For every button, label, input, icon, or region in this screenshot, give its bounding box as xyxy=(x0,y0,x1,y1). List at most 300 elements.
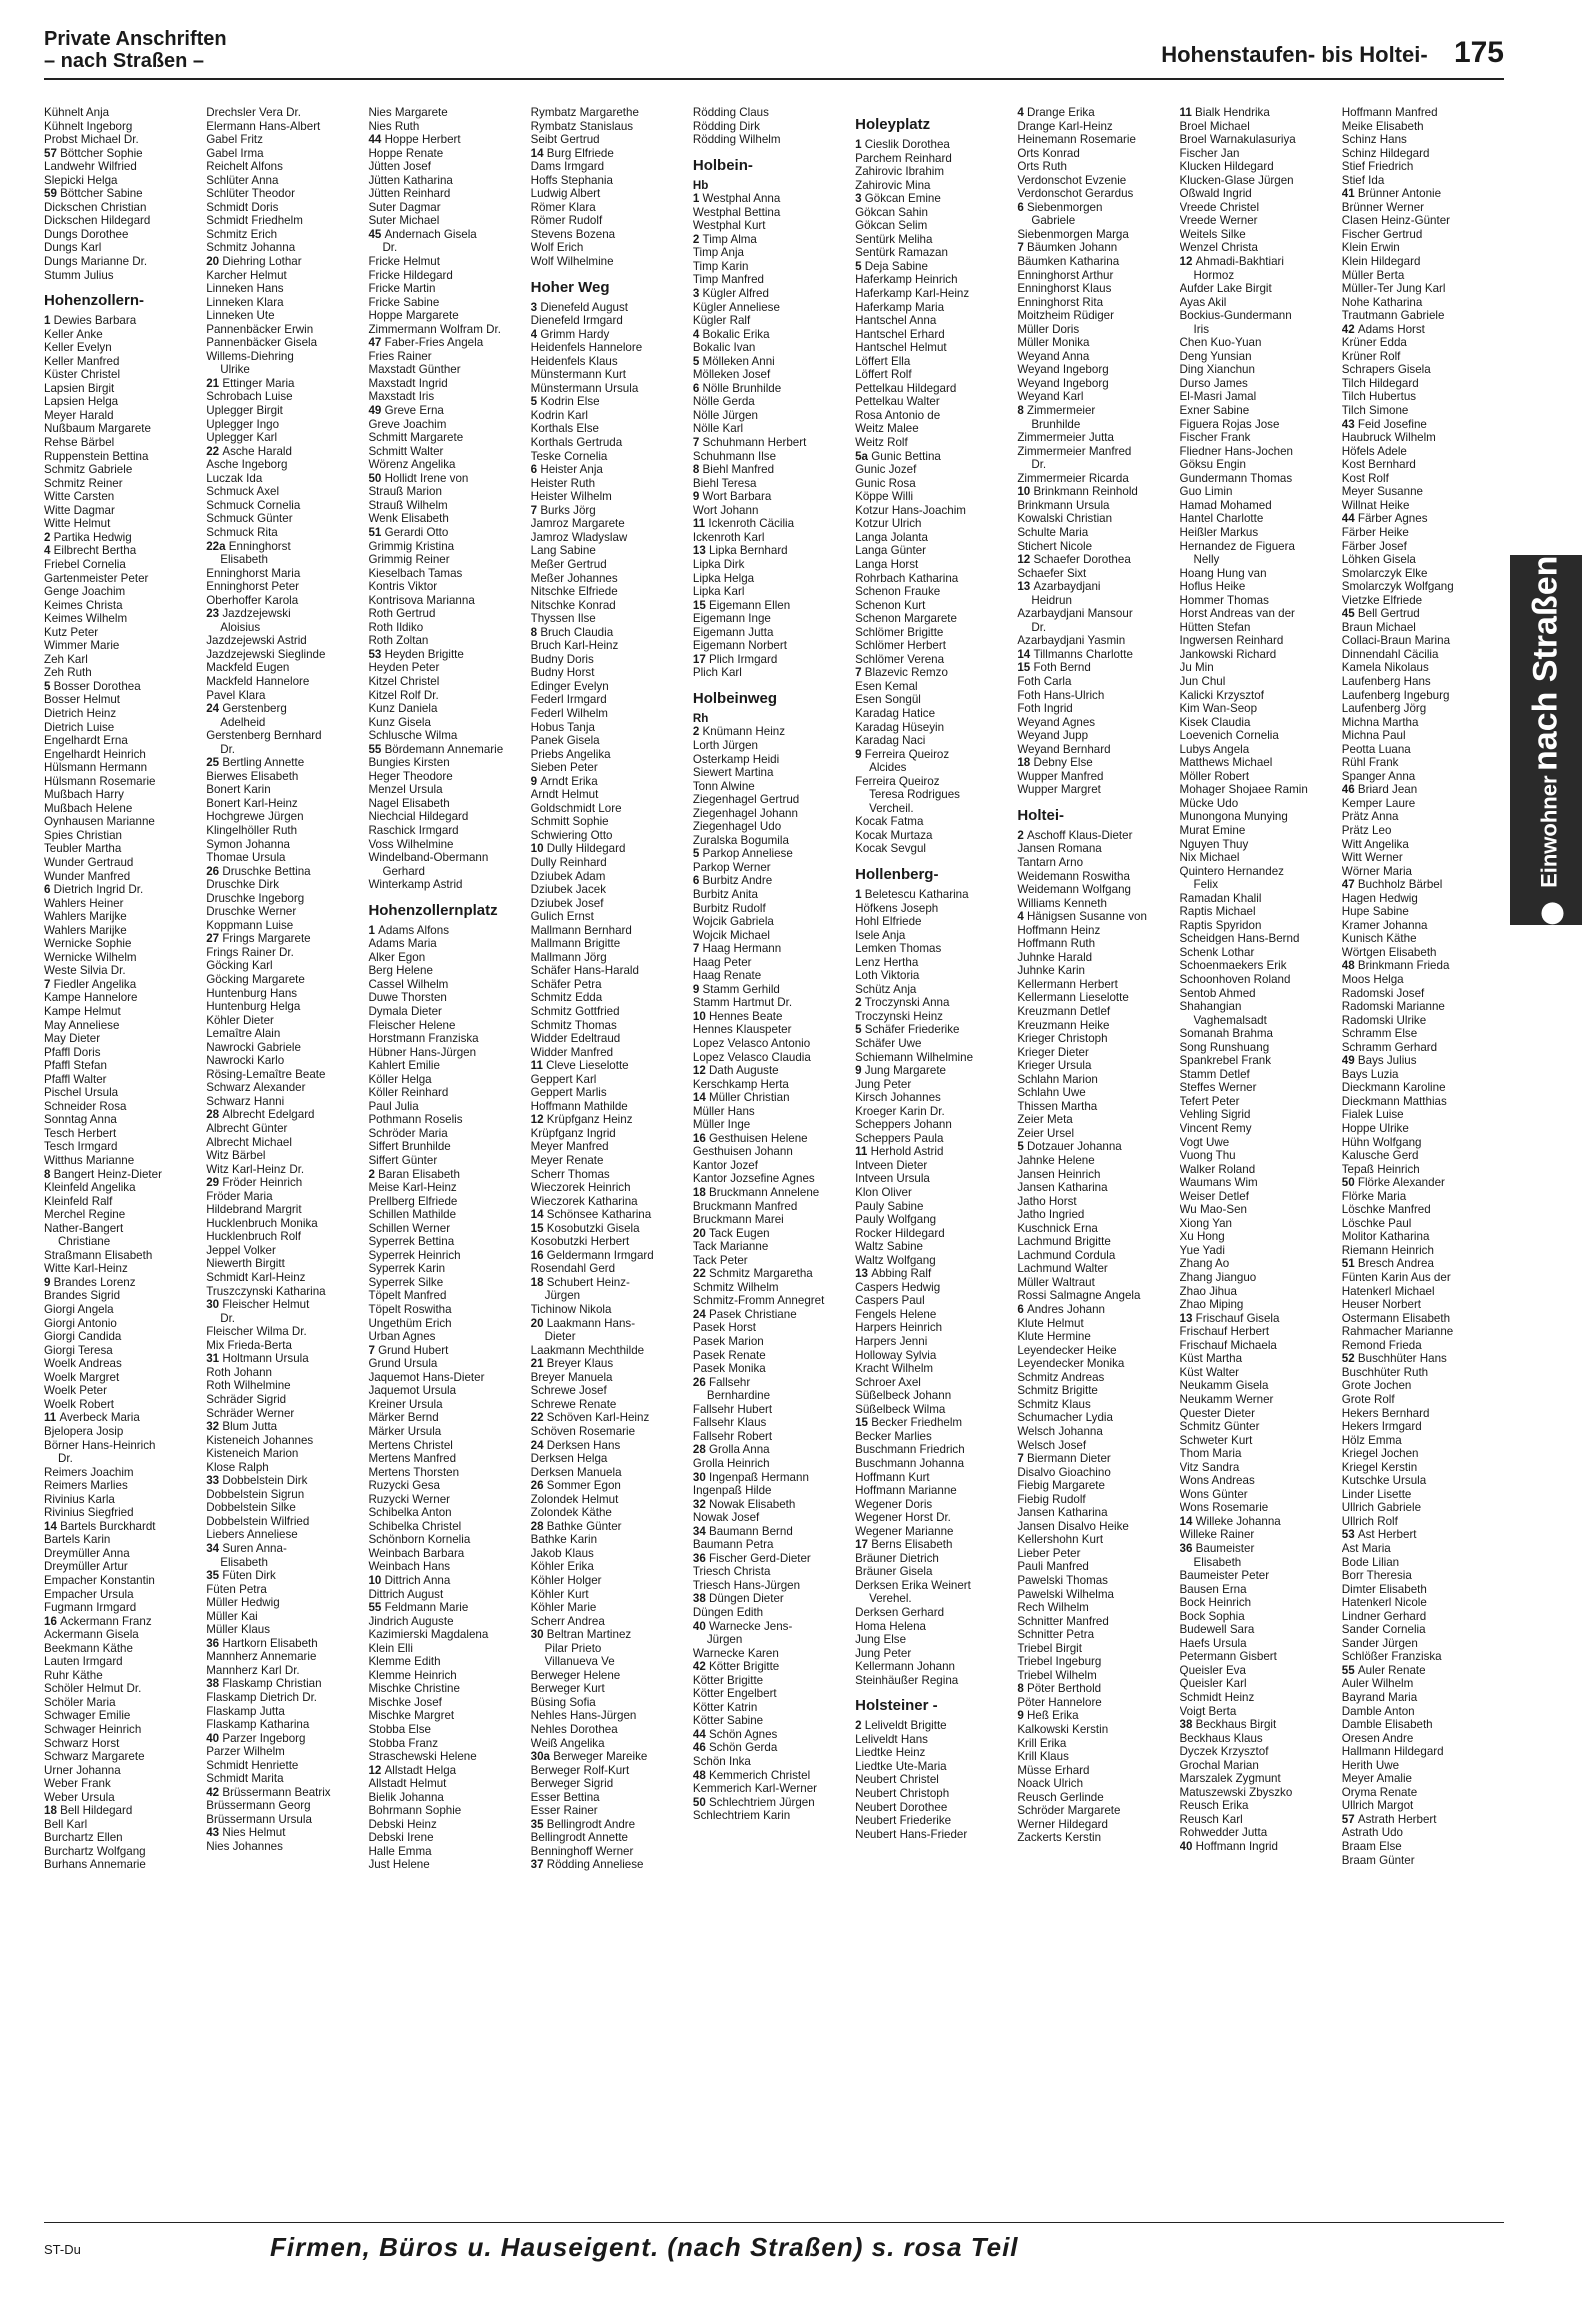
house-number: 30 xyxy=(692,1470,709,1484)
resident-entry: Schmuck Rita xyxy=(206,525,278,539)
resident-entry: Schlößer Franziska xyxy=(1341,1650,1442,1664)
resident-entry: 28 Albrecht Edelgard xyxy=(206,1108,315,1122)
resident-entry: Jaquemot Ursula xyxy=(368,1384,457,1398)
resident-entry: Hupe Sabine xyxy=(1341,905,1409,919)
resident-entry: Durso James xyxy=(1179,376,1248,390)
resident-entry: Urner Johanna xyxy=(44,1763,121,1777)
resident-entry: Dickschen Christian xyxy=(44,200,147,214)
house-number: 14 xyxy=(530,1208,547,1222)
resident-entry: Weber Frank xyxy=(44,1777,111,1791)
resident-entry: Schäfer Petra xyxy=(530,977,602,991)
resident-entry: Dickschen Hildegard xyxy=(44,214,151,228)
resident-entry: Loth Viktoria xyxy=(855,969,920,983)
resident-entry: Fricke Helmut xyxy=(368,255,440,269)
resident-entry: Aloisius xyxy=(220,620,261,634)
resident-entry: 22 Schmitz Margaretha xyxy=(692,1267,813,1281)
resident-entry: Maxstadt Günther xyxy=(368,363,461,377)
resident-entry: Bräuner Dietrich xyxy=(855,1551,939,1565)
resident-entry: Schütz Anja xyxy=(855,982,917,996)
resident-entry: Gulich Ernst xyxy=(530,910,594,924)
resident-entry: 13 Azarbaydjani xyxy=(1017,580,1101,594)
house-number: 50 xyxy=(1341,1176,1358,1190)
resident-entry: Jütten Reinhard xyxy=(368,187,451,201)
resident-entry: Hoppe Margarete xyxy=(368,309,459,323)
resident-entry: Rödding Wilhelm xyxy=(692,133,781,147)
resident-entry: 12 Schaefer Dorothea xyxy=(1017,553,1131,567)
resident-entry: Fliedner Hans-Jochen xyxy=(1179,444,1293,458)
resident-entry: Parchem Reinhard xyxy=(855,151,952,165)
resident-entry: Zuralska Bogumila xyxy=(692,833,789,847)
resident-entry: Harpers Jenni xyxy=(855,1335,928,1349)
house-number: 4 xyxy=(1017,106,1027,119)
house-number: 6 xyxy=(44,883,54,897)
resident-entry: Klein Elli xyxy=(368,1641,413,1655)
resident-entry: Hucklenbruch Monika xyxy=(206,1216,318,1230)
resident-entry: Waltz Wolfgang xyxy=(855,1253,936,1267)
resident-entry: Schnitter Manfred xyxy=(1017,1614,1109,1628)
resident-entry: 28 Grolla Anna xyxy=(692,1443,770,1457)
resident-entry: Petermann Gisbert xyxy=(1179,1650,1277,1664)
resident-entry: Homa Helena xyxy=(855,1619,926,1633)
resident-entry: Jung Peter xyxy=(855,1646,912,1660)
resident-entry: Walker Roland xyxy=(1179,1162,1256,1176)
resident-entry: Nies Johannes xyxy=(206,1840,283,1853)
resident-entry: Dreymüller Artur xyxy=(44,1560,128,1574)
house-number: 12 xyxy=(530,1113,547,1127)
resident-entry: Köppe Willi xyxy=(855,490,914,504)
resident-entry: Frings Rainer Dr. xyxy=(206,945,294,959)
section-title-line1: Private Anschriften xyxy=(44,28,227,50)
house-number: 30 xyxy=(530,1628,547,1642)
resident-entry: Buschmann Friedrich xyxy=(855,1443,965,1457)
resident-entry: Esen Songül xyxy=(855,693,921,707)
resident-entry: Zimmermeier Jutta xyxy=(1017,431,1114,445)
resident-entry: 50 Hollidt Irene von xyxy=(368,471,469,485)
resident-entry: 16 Ackermann Franz xyxy=(44,1614,152,1628)
resident-entry: Geppert Marlis xyxy=(530,1086,607,1100)
house-number: 32 xyxy=(206,1420,223,1434)
resident-entry: Jansen Katharina xyxy=(1017,1181,1108,1195)
resident-entry: Schnitter Petra xyxy=(1017,1628,1095,1642)
resident-entry: Albrecht Michael xyxy=(206,1135,292,1149)
resident-entry: Wu Mao-Sen xyxy=(1179,1203,1247,1217)
resident-entry: Schwarz Horst xyxy=(44,1736,120,1750)
house-number: 44 xyxy=(692,1727,709,1741)
house-number: 12 xyxy=(1179,255,1196,269)
resident-entry: 8 Zimmermeier xyxy=(1017,404,1096,418)
resident-entry: Kellermann Herbert xyxy=(1017,977,1118,991)
resident-entry: Baumann Petra xyxy=(692,1538,774,1552)
house-number: 32 xyxy=(692,1497,709,1511)
resident-entry: Sentürk Ramazan xyxy=(855,246,948,260)
resident-entry: Jütten Josef xyxy=(368,160,431,174)
resident-entry: 38 Düngen Dieter xyxy=(692,1592,784,1606)
resident-entry: Haferkamp Heinrich xyxy=(855,273,958,287)
resident-entry: Queisler Eva xyxy=(1179,1663,1246,1677)
resident-entry: Smolarczyk Elke xyxy=(1341,566,1428,580)
resident-entry: Karadag Hatice xyxy=(855,706,936,720)
house-number: 26 xyxy=(692,1375,709,1389)
resident-entry: Schwager Emilie xyxy=(44,1709,131,1723)
resident-entry: Scherr Andrea xyxy=(530,1614,605,1628)
resident-entry: Caspers Hedwig xyxy=(855,1280,941,1294)
resident-entry: Bruckmann Manfred xyxy=(692,1199,798,1213)
resident-entry: Stobba Else xyxy=(368,1722,431,1736)
house-number: 1 xyxy=(44,314,54,328)
resident-entry: Edinger Evelyn xyxy=(530,679,609,693)
house-number: 25 xyxy=(206,756,223,770)
resident-entry: Rahmacher Marianne xyxy=(1341,1325,1454,1339)
resident-entry: Haefs Ursula xyxy=(1179,1636,1247,1650)
resident-entry: 10 Brinkmann Reinhold xyxy=(1017,485,1138,499)
resident-entry: Frischauf Herbert xyxy=(1179,1325,1270,1339)
resident-entry: 42 Kötter Brigitte xyxy=(692,1660,780,1674)
resident-entry: Kramer Johanna xyxy=(1341,918,1428,932)
resident-entry: 15 Becker Friedhelm xyxy=(855,1416,963,1430)
resident-entry: Kötter Engelbert xyxy=(692,1687,777,1701)
resident-entry: Bellingrodt Annette xyxy=(530,1831,628,1845)
resident-entry: Gesthuisen Johann xyxy=(692,1145,793,1159)
resident-entry: Nowak Josef xyxy=(692,1511,760,1525)
footer-note: Firmen, Büros u. Hauseigent. (nach Straßen) s. rosa Teil xyxy=(270,2232,1019,2262)
resident-entry: Dienefeld Irmgard xyxy=(530,314,623,328)
resident-entry: Ayas Akil xyxy=(1179,295,1227,309)
resident-entry: Klingelhöller Ruth xyxy=(206,823,298,837)
resident-entry: Römer Rudolf xyxy=(530,214,603,228)
resident-entry: Lipka Helga xyxy=(692,571,755,585)
resident-entry: 9 Heß Erika xyxy=(1017,1709,1079,1723)
resident-entry: Dreymüller Anna xyxy=(44,1546,130,1560)
resident-entry: Zolondek Käthe xyxy=(530,1506,612,1520)
resident-entry: Syperrek Silke xyxy=(368,1275,444,1289)
resident-entry: Hülsmann Hermann xyxy=(44,761,148,775)
resident-entry: Müsse Erhard xyxy=(1017,1763,1090,1777)
resident-entry: Schwager Heinrich xyxy=(44,1722,142,1736)
resident-entry: Tantarn Arno xyxy=(1017,855,1084,869)
resident-entry: Kalusche Gerd xyxy=(1341,1149,1419,1163)
resident-entry: Dietrich Luise xyxy=(44,720,115,734)
resident-entry: Korthals Gertruda xyxy=(530,436,623,450)
house-number: 16 xyxy=(44,1614,61,1628)
house-number: 2 xyxy=(855,996,865,1010)
resident-entry: Hantschel Helmut xyxy=(855,341,947,355)
resident-entry: Müller Monika xyxy=(1017,336,1090,350)
resident-entry: Stichert Nicole xyxy=(1017,539,1093,553)
house-number: 37 xyxy=(530,1858,547,1872)
resident-entry: 6 Nölle Brunhilde xyxy=(692,381,782,395)
resident-entry: Foth Ingrid xyxy=(1017,702,1073,716)
house-number: 11 xyxy=(530,1059,547,1073)
resident-entry: Berweger Rolf-Kurt xyxy=(530,1763,630,1777)
resident-entry: Pasek Marion xyxy=(692,1335,764,1349)
resident-entry: Müller Berta xyxy=(1341,268,1405,282)
resident-entry: Halle Emma xyxy=(368,1844,432,1858)
resident-entry: 44 Färber Agnes xyxy=(1341,512,1428,526)
resident-entry: Mertens Christel xyxy=(368,1438,453,1452)
resident-entry: Williams Kenneth xyxy=(1017,896,1107,910)
resident-entry: 5 Parkop Anneliese xyxy=(692,847,793,861)
resident-entry: Oberhoffer Karola xyxy=(206,593,299,607)
resident-entry: Fleischer Wilma Dr. xyxy=(206,1325,307,1339)
resident-entry: Esen Kemal xyxy=(855,679,918,693)
house-number: 3 xyxy=(855,192,865,206)
house-number: 27 xyxy=(206,932,223,946)
resident-entry: Triesch Christa xyxy=(692,1565,771,1579)
resident-entry: 11 Herhold Astrid xyxy=(855,1145,944,1159)
resident-entry: Warnecke Karen xyxy=(692,1646,779,1660)
resident-entry: Friebel Cornelia xyxy=(44,557,126,571)
resident-entry: Köhler Kurt xyxy=(530,1587,589,1601)
resident-entry: Zeh Ruth xyxy=(44,666,92,680)
resident-entry: Köhler Erika xyxy=(530,1560,594,1574)
resident-entry: Weyand Karl xyxy=(1017,390,1084,404)
resident-entry: Felix xyxy=(1193,878,1219,892)
house-number: 7 xyxy=(530,503,541,517)
resident-entry: 2 Partika Hedwig xyxy=(44,530,132,544)
resident-entry: Sander Jürgen xyxy=(1341,1636,1418,1650)
resident-entry: Xiong Yan xyxy=(1179,1216,1232,1230)
resident-entry: Berweger Helene xyxy=(530,1668,621,1682)
resident-entry: 7 Haag Hermann xyxy=(692,942,782,956)
resident-entry: Oßwald Ingrid xyxy=(1179,187,1252,201)
resident-entry: Bathke Karin xyxy=(530,1533,598,1547)
resident-entry: 8 Pöter Berthold xyxy=(1017,1682,1102,1696)
resident-entry: Lieber Peter xyxy=(1017,1546,1081,1560)
resident-entry: Empacher Konstantin xyxy=(44,1573,155,1587)
resident-entry: Herith Uwe xyxy=(1341,1758,1400,1772)
resident-entry: Triebel Birgit xyxy=(1017,1641,1082,1655)
street-heading: Holtei- xyxy=(1017,806,1064,824)
resident-entry: Dobbelstein Wilfried xyxy=(206,1514,310,1528)
resident-entry: Kleinfeld Angelika xyxy=(44,1181,136,1195)
resident-entry: Witte Karl-Heinz xyxy=(44,1262,128,1276)
resident-entry: Göcking Margarete xyxy=(206,973,305,986)
resident-entry: Orts Ruth xyxy=(1017,160,1067,174)
resident-entry: Höfkens Joseph xyxy=(855,901,939,915)
resident-entry: 55 Feldmann Marie xyxy=(368,1601,469,1615)
resident-entry: Xu Hong xyxy=(1179,1230,1225,1244)
resident-entry: Drange Karl-Heinz xyxy=(1017,119,1113,133)
resident-entry: Gartenmeister Peter xyxy=(44,571,149,585)
resident-entry: 18 Bruckmann Annelene xyxy=(692,1186,820,1200)
resident-entry: Haferkamp Karl-Heinz xyxy=(855,287,970,301)
resident-entry: Leliveldt Hans xyxy=(855,1732,928,1746)
resident-entry: Probst Michael Dr. xyxy=(44,133,139,147)
resident-entry: Laufenberg Ingeburg xyxy=(1341,688,1450,702)
house-number: 30 xyxy=(206,1298,223,1312)
directory-column xyxy=(44,106,210,2216)
resident-entry: 7 Schuhmann Herbert xyxy=(692,436,807,450)
resident-entry: Köhler Marie xyxy=(530,1601,597,1615)
resident-entry: Bock Heinrich xyxy=(1179,1596,1252,1610)
resident-entry: Vaghemalsadt xyxy=(1193,1013,1267,1027)
resident-entry: 10 Dully Hildegard xyxy=(530,842,626,856)
resident-entry: Hallmann Hildegard xyxy=(1341,1745,1444,1759)
resident-entry: Kellermann Lieselotte xyxy=(1017,991,1129,1005)
resident-entry: Hucklenbruch Rolf xyxy=(206,1230,301,1244)
resident-entry: Jazdzejewski Sieglinde xyxy=(206,647,326,661)
resident-entry: 48 Brinkmann Frieda xyxy=(1341,959,1450,973)
resident-entry: Asche Ingeborg xyxy=(206,458,288,472)
resident-entry: Braam Günter xyxy=(1341,1853,1415,1867)
resident-entry: Schlömer Brigitte xyxy=(855,625,944,639)
house-number: 14 xyxy=(1017,647,1034,661)
resident-entry: Rosa Antonio de xyxy=(855,408,941,422)
resident-entry: 14 Müller Christian xyxy=(692,1091,790,1105)
resident-entry: Intveen Ursula xyxy=(855,1172,930,1186)
resident-entry: 26 Druschke Bettina xyxy=(206,864,311,878)
resident-entry: Priebs Angelika xyxy=(530,747,611,761)
directory-column xyxy=(855,106,1021,2216)
resident-entry: Bruch Karl-Heinz xyxy=(530,639,619,653)
resident-entry: Beekmann Käthe xyxy=(44,1641,133,1655)
house-number: 15 xyxy=(692,598,709,612)
resident-entry: 4 Grimm Hardy xyxy=(530,327,610,341)
resident-entry: 7 Grund Hubert xyxy=(368,1343,449,1357)
resident-entry: Wegener Marianne xyxy=(855,1524,954,1538)
house-number: 45 xyxy=(368,227,385,241)
resident-entry: Haag Renate xyxy=(692,969,762,983)
resident-entry: Mußbach Harry xyxy=(44,788,124,802)
resident-entry: Hantel Charlotte xyxy=(1179,512,1264,526)
resident-entry: Schwarz Alexander xyxy=(206,1081,306,1095)
resident-entry: Fengels Helene xyxy=(855,1307,937,1321)
house-number: 1 xyxy=(855,887,865,901)
resident-entry: Keimes Christa xyxy=(44,598,123,612)
resident-entry: Zimmermann Wolfram Dr. xyxy=(368,322,501,336)
resident-entry: Kisteneich Marion xyxy=(206,1447,299,1461)
resident-entry: Moos Helga xyxy=(1341,973,1404,986)
resident-entry: Fischer Gertrud xyxy=(1341,227,1423,241)
resident-entry: Karcher Helmut xyxy=(206,268,287,282)
resident-entry: Weyand Ingeborg xyxy=(1017,376,1109,390)
resident-entry: Tonn Alwine xyxy=(692,779,755,793)
resident-entry: Seibt Gertrud xyxy=(530,133,600,147)
resident-entry: Orts Konrad xyxy=(1017,146,1080,160)
resident-entry: 46 Schön Gerda xyxy=(692,1741,778,1755)
resident-entry: 2 Baran Elisabeth xyxy=(368,1167,460,1181)
resident-entry: Zhao Miping xyxy=(1179,1298,1244,1312)
house-number: 8 xyxy=(692,463,703,477)
resident-entry: 3 Gökcan Emine xyxy=(855,192,941,206)
resident-entry: Braun Michael xyxy=(1341,620,1416,634)
resident-entry: Astrath Udo xyxy=(1341,1826,1403,1840)
resident-entry: 15 Eigemann Ellen xyxy=(692,598,791,612)
resident-entry: 49 Bays Julius xyxy=(1341,1054,1417,1068)
resident-entry: Laakmann Mechthilde xyxy=(530,1343,645,1357)
resident-entry: Fischer Jan xyxy=(1179,146,1240,160)
house-number: 42 xyxy=(692,1660,709,1674)
resident-entry: Tilch Hildegard xyxy=(1341,376,1419,390)
resident-entry: 6 Burbitz Andre xyxy=(692,874,773,888)
resident-entry: 20 Tack Eugen xyxy=(692,1226,770,1240)
resident-entry: 5 Schäfer Friederike xyxy=(855,1023,960,1037)
resident-entry: 13 Frischauf Gisela xyxy=(1179,1311,1280,1325)
resident-entry: Schmitz Klaus xyxy=(1017,1397,1091,1411)
resident-entry: Weitels Silke xyxy=(1179,227,1246,241)
resident-entry: Gerhard xyxy=(382,864,425,878)
resident-entry: Scheidgen Hans-Bernd xyxy=(1179,932,1300,946)
resident-entry: Keimes Wilhelm xyxy=(44,612,128,626)
resident-entry: 2 Troczynski Anna xyxy=(855,996,950,1010)
resident-entry: 23 Jazdzejewski xyxy=(206,607,291,621)
resident-entry: Iris xyxy=(1193,322,1210,336)
resident-entry: Wörner Maria xyxy=(1341,864,1412,878)
resident-entry: Witte Dagmar xyxy=(44,503,115,517)
resident-entry: 2 Knümann Heinz xyxy=(692,725,786,739)
resident-entry: Schlahn Marion xyxy=(1017,1072,1098,1086)
resident-entry: Woelk Margret xyxy=(44,1370,120,1384)
resident-entry: Rohwedder Jutta xyxy=(1179,1826,1268,1840)
resident-entry: Krieger Christoph xyxy=(1017,1032,1108,1046)
resident-entry: Alcides xyxy=(869,761,907,775)
resident-entry: Linneken Klara xyxy=(206,295,284,309)
resident-entry: Schrapers Gisela xyxy=(1341,363,1431,377)
house-number: 13 xyxy=(1017,580,1034,594)
resident-entry: Roth Zoltan xyxy=(368,634,429,648)
resident-entry: Harpers Heinrich xyxy=(855,1321,943,1335)
resident-entry: Kemper Laure xyxy=(1341,796,1416,810)
resident-entry: Nölle Jürgen xyxy=(692,408,758,422)
house-number: 4 xyxy=(530,327,541,341)
resident-entry: Troczynski Heinz xyxy=(855,1009,943,1023)
resident-entry: Schwarz Margarete xyxy=(44,1750,145,1764)
resident-entry: Weyand Anna xyxy=(1017,349,1090,363)
directory-columns xyxy=(44,106,1504,2216)
resident-entry: Aufder Lake Birgit xyxy=(1179,282,1272,296)
resident-entry: Benninghoff Werner xyxy=(530,1844,634,1858)
resident-entry: Derksen Erika Weinert xyxy=(855,1578,971,1592)
resident-entry: Maxstadt Iris xyxy=(368,390,435,404)
resident-entry: 34 Baumann Bernd xyxy=(692,1524,793,1538)
resident-entry: 10 Dittrich Anna xyxy=(368,1573,451,1587)
resident-entry: Süßelbeck Johann xyxy=(855,1389,952,1403)
resident-entry: Timp Karin xyxy=(692,259,749,273)
resident-entry: 57 Astrath Herbert xyxy=(1341,1812,1437,1826)
resident-entry: Foth Carla xyxy=(1017,674,1072,688)
resident-entry: Lipka Dirk xyxy=(692,557,745,571)
resident-entry: 9 Ferreira Queiroz xyxy=(855,747,950,761)
resident-entry: 8 Bruch Claudia xyxy=(530,625,614,639)
resident-entry: Rymbatz Stanislaus xyxy=(530,119,634,133)
house-number: 40 xyxy=(1179,1840,1196,1853)
resident-entry: Intveen Dieter xyxy=(855,1158,928,1172)
house-number: 5a xyxy=(855,449,872,463)
resident-entry: Steinhäußer Regina xyxy=(855,1673,959,1687)
resident-entry: Yue Yadi xyxy=(1179,1243,1225,1257)
resident-entry: Hatenkerl Nicole xyxy=(1341,1596,1427,1610)
resident-entry: Ruzycki Werner xyxy=(368,1492,451,1506)
resident-entry: 31 Holtmann Ursula xyxy=(206,1352,309,1366)
resident-entry: Frischauf Michaela xyxy=(1179,1338,1277,1352)
resident-entry: Jansen Romana xyxy=(1017,842,1102,856)
resident-entry: Engelhardt Erna xyxy=(44,734,128,748)
resident-entry: 4 Eilbrecht Bertha xyxy=(44,544,137,558)
resident-entry: Weidemann Roswitha xyxy=(1017,869,1130,883)
house-number: 9 xyxy=(1017,1709,1027,1723)
resident-entry: Ding Xianchun xyxy=(1179,363,1255,377)
resident-entry: Gunic Rosa xyxy=(855,476,916,490)
house-number: 55 xyxy=(368,742,385,756)
resident-entry: Pannenbäcker Gisela xyxy=(206,336,318,350)
resident-entry: Köhler Dieter xyxy=(206,1013,274,1027)
resident-entry: 28 Bathke Günter xyxy=(530,1519,622,1533)
resident-entry: Ullrich Rolf xyxy=(1341,1514,1398,1528)
resident-entry: Hülsmann Rosemarie xyxy=(44,774,156,788)
resident-entry: Reichelt Alfons xyxy=(206,160,283,174)
house-number: 43 xyxy=(1341,417,1358,431)
resident-entry: Woelk Peter xyxy=(44,1384,107,1398)
